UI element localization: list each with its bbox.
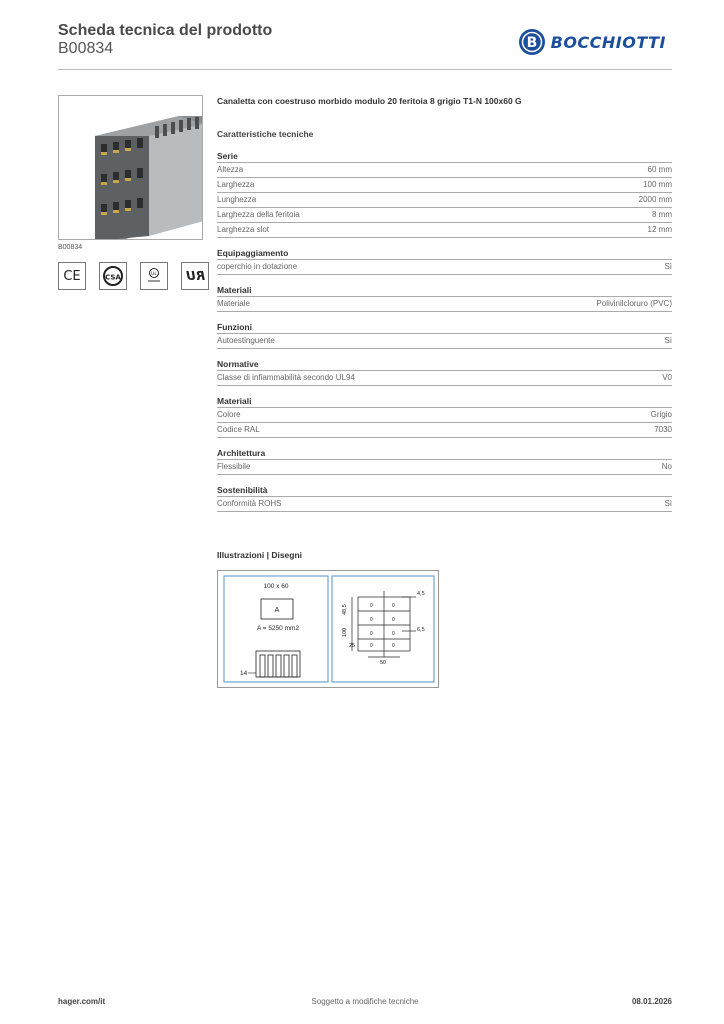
spec-group-title: Sostenibilità bbox=[217, 485, 672, 497]
side-dimension: 14 bbox=[240, 670, 248, 677]
spec-row bbox=[217, 408, 672, 423]
spec-group-title: Normative bbox=[217, 359, 672, 371]
spec-row bbox=[217, 423, 672, 438]
spec-group bbox=[217, 248, 672, 275]
spec-value: 8 mm bbox=[652, 210, 672, 219]
spec-row bbox=[217, 371, 672, 386]
product-name: Canaletta con coestruso morbido modulo 20 feritoia 8 grigio T1-N 100x60 G bbox=[217, 96, 522, 106]
spec-value: 60 mm bbox=[647, 165, 672, 174]
spec-value: Sì bbox=[664, 336, 672, 345]
spec-label: Materiale bbox=[217, 299, 250, 308]
dim-left-top: 48,5 bbox=[342, 604, 348, 615]
dim-top-right: 4,5 bbox=[417, 591, 425, 597]
svg-text:UL: UL bbox=[151, 272, 157, 277]
svg-text:0: 0 bbox=[392, 631, 395, 637]
image-caption: B00834 bbox=[58, 244, 83, 251]
spec-label: coperchio in dotazione bbox=[217, 262, 298, 271]
spec-group bbox=[217, 151, 672, 238]
document-title: Scheda tecnica del prodotto bbox=[58, 22, 273, 39]
ul-recognized-icon: RU bbox=[181, 262, 209, 290]
csa-mark-icon bbox=[99, 262, 127, 290]
spec-value: 2000 mm bbox=[638, 195, 672, 204]
certification-logos bbox=[58, 262, 209, 290]
specs-heading: Caratteristiche tecniche bbox=[217, 129, 314, 139]
spec-group-title: Materiali bbox=[217, 396, 672, 408]
dim-mid-right: 6,5 bbox=[417, 627, 425, 633]
spec-row bbox=[217, 460, 672, 475]
ce-mark-icon: CE bbox=[58, 262, 86, 290]
svg-text:0: 0 bbox=[392, 643, 395, 649]
spec-row bbox=[217, 223, 672, 238]
area-letter: A bbox=[274, 607, 280, 614]
svg-text:0: 0 bbox=[370, 603, 373, 609]
spec-label: Conformità ROHS bbox=[217, 499, 282, 508]
spec-label: Larghezza della feritoia bbox=[217, 210, 300, 219]
spec-group-title: Equipaggiamento bbox=[217, 248, 672, 260]
spec-group-title: Materiali bbox=[217, 285, 672, 297]
spec-row bbox=[217, 163, 672, 178]
dim-left-mid: 100 bbox=[342, 627, 348, 637]
svg-text:CSA: CSA bbox=[105, 273, 121, 282]
spec-label: Classe di infiammabilità secondo UL94 bbox=[217, 373, 355, 382]
spec-group bbox=[217, 359, 672, 386]
spec-value: V0 bbox=[662, 373, 672, 382]
dim-bottom: 50 bbox=[380, 660, 387, 666]
spec-group bbox=[217, 322, 672, 349]
spec-group-title: Architettura bbox=[217, 448, 672, 460]
footer-date: 08.01.2026 bbox=[631, 997, 672, 1006]
spec-group bbox=[217, 448, 672, 475]
rail-drawing bbox=[352, 591, 416, 657]
product-image bbox=[58, 95, 203, 240]
cable-duct-illustration bbox=[59, 96, 203, 240]
spec-label: Colore bbox=[217, 410, 241, 419]
svg-text:0: 0 bbox=[392, 617, 395, 623]
spec-label: Larghezza bbox=[217, 180, 255, 189]
brand-name: BOCCHIOTTI bbox=[550, 32, 666, 52]
spec-row bbox=[217, 178, 672, 193]
spec-groups bbox=[217, 151, 672, 512]
spec-group bbox=[217, 285, 672, 312]
svg-text:0: 0 bbox=[370, 643, 373, 649]
spec-group-title: Funzioni bbox=[217, 322, 672, 334]
spec-value: Sì bbox=[664, 262, 672, 271]
spec-value: 7030 bbox=[654, 425, 672, 434]
spec-row bbox=[217, 260, 672, 275]
spec-label: Codice RAL bbox=[217, 425, 260, 434]
illustrations-title: Illustrazioni | Disegni bbox=[217, 550, 303, 560]
spec-row bbox=[217, 193, 672, 208]
spec-value: 12 mm bbox=[647, 225, 672, 234]
spec-label: Larghezza slot bbox=[217, 225, 270, 234]
technical-drawings bbox=[217, 570, 439, 688]
page-footer bbox=[58, 997, 672, 1011]
page-header bbox=[58, 20, 672, 70]
duct-side-profile bbox=[256, 651, 300, 677]
spec-label: Flessibile bbox=[217, 462, 251, 471]
spec-group bbox=[217, 485, 672, 512]
footer-website: hager.com/it bbox=[58, 997, 106, 1006]
specifications bbox=[217, 96, 672, 512]
spec-row bbox=[217, 297, 672, 312]
ul-listed-icon bbox=[140, 262, 168, 290]
dim-left-bottom: 25 bbox=[349, 643, 356, 649]
product-code: B00834 bbox=[58, 40, 114, 57]
spec-value: 100 mm bbox=[643, 180, 672, 189]
spec-value: Grigio bbox=[650, 410, 672, 419]
spec-row bbox=[217, 334, 672, 349]
spec-group-title: Serie bbox=[217, 151, 672, 163]
spec-label: Lunghezza bbox=[217, 195, 257, 204]
spec-label: Autoestinguente bbox=[217, 336, 275, 345]
spec-value: Polivinilcloruro (PVC) bbox=[596, 299, 672, 308]
spec-label: Altezza bbox=[217, 165, 244, 174]
spec-group bbox=[217, 396, 672, 438]
spec-row bbox=[217, 497, 672, 512]
brand-logo bbox=[518, 26, 666, 58]
svg-text:0: 0 bbox=[370, 617, 373, 623]
svg-text:B: B bbox=[526, 35, 537, 51]
svg-text:0: 0 bbox=[370, 631, 373, 637]
svg-text:0: 0 bbox=[392, 603, 395, 609]
footer-disclaimer: Soggetto a modifiche tecniche bbox=[311, 997, 419, 1006]
spec-row bbox=[217, 208, 672, 223]
spec-value: Sì bbox=[664, 499, 672, 508]
brand-b-icon bbox=[518, 28, 546, 56]
section-label: 100 x 60 bbox=[263, 583, 289, 590]
area-value: A = 5250 mm2 bbox=[256, 625, 300, 632]
spec-value: No bbox=[661, 462, 672, 471]
